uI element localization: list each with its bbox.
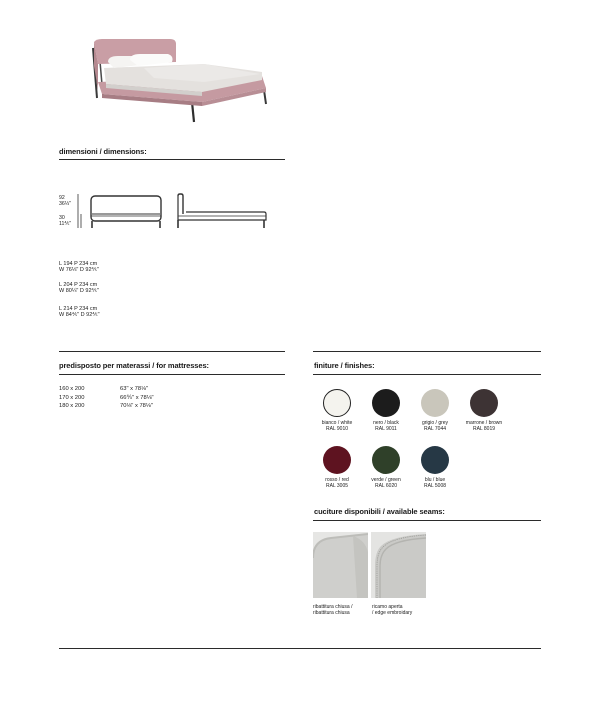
finish-swatch-blue[interactable] [421, 446, 449, 474]
mattresses-divider [59, 374, 285, 375]
size-row-imperial: W 84⅘" D 92⅘" [59, 312, 100, 319]
finish-label-white: bianco / white RAL 9010 [321, 420, 353, 432]
size-row-metric: L 214 P 234 cm [59, 306, 98, 312]
height-base-in: 11⅘" [59, 221, 72, 227]
finish-swatch-grey[interactable] [421, 389, 449, 417]
mattress-sizes-cm [59, 385, 84, 411]
seam-label-closed: ribattitura chiusa / ribattitura chiusa [313, 604, 353, 616]
dimensions-heading: dimensioni / dimensions: [59, 147, 147, 156]
finish-swatch-red[interactable] [323, 446, 351, 474]
size-row [59, 282, 99, 295]
size-row [59, 261, 99, 274]
bed-product-image [84, 36, 274, 124]
mattresses-top-divider [59, 351, 285, 352]
mattresses-heading: predisposto per materassi / for mattresses: [59, 361, 209, 370]
seams-heading: cuciture disponibili / available seams: [314, 507, 445, 516]
finish-swatch-green[interactable] [372, 446, 400, 474]
finish-swatch-black[interactable] [372, 389, 400, 417]
finish-label-blue: blu / blue RAL 5008 [423, 477, 447, 489]
finish-label-black: nero / black RAL 9011 [373, 420, 399, 432]
dimensions-divider [59, 159, 285, 160]
height-total-cm: 92 [59, 195, 65, 201]
finish-swatch-white[interactable] [323, 389, 351, 417]
seam-sample-closed[interactable] [313, 532, 368, 598]
size-row-metric: L 194 P 234 cm [59, 261, 98, 267]
finishes-divider [313, 374, 541, 375]
mattress-size-in: 66⅘" x 78⅛" [120, 394, 154, 401]
height-base-cm: 30 [59, 215, 65, 221]
bed-front-elevation-drawing [76, 192, 166, 230]
seam-closed-image [313, 532, 368, 598]
mattress-size-cm: 180 x 200 [59, 403, 85, 410]
size-row-metric: L 204 P 234 cm [59, 282, 98, 288]
bed-side-elevation-drawing [174, 192, 270, 230]
height-total-in: 36⅓" [59, 201, 71, 207]
finish-label-red: rosso / red RAL 3005 [325, 477, 349, 489]
finishes-top-divider [313, 351, 541, 352]
size-row-imperial: W 80¼" D 92⅘" [59, 288, 99, 295]
mattress-size-in: 63" x 78⅛" [120, 386, 148, 392]
page-bottom-divider [59, 648, 541, 649]
finish-label-brown: marrone / brown RAL 8019 [465, 420, 503, 432]
finish-swatch-brown[interactable] [470, 389, 498, 417]
finish-label-grey: grigio / grey RAL 7044 [421, 420, 449, 432]
finish-label-green: verde / green RAL 6020 [371, 477, 401, 489]
mattress-sizes-in [120, 385, 154, 411]
mattress-size-cm: 170 x 200 [59, 394, 85, 401]
mattress-size-cm: 160 x 200 [59, 386, 85, 392]
mattress-size-in: 70⅛" x 78⅛" [120, 403, 153, 410]
size-row-imperial: W 76⅓" D 92⅘" [59, 267, 99, 274]
seam-label-edge: ricamo aperta / edge embroidary [372, 604, 413, 616]
seam-edge-image [371, 532, 426, 598]
finishes-heading: finiture / finishes: [314, 361, 375, 370]
seams-divider [313, 520, 541, 521]
seam-sample-edge-embroidery[interactable] [371, 532, 426, 598]
size-row [59, 306, 100, 319]
